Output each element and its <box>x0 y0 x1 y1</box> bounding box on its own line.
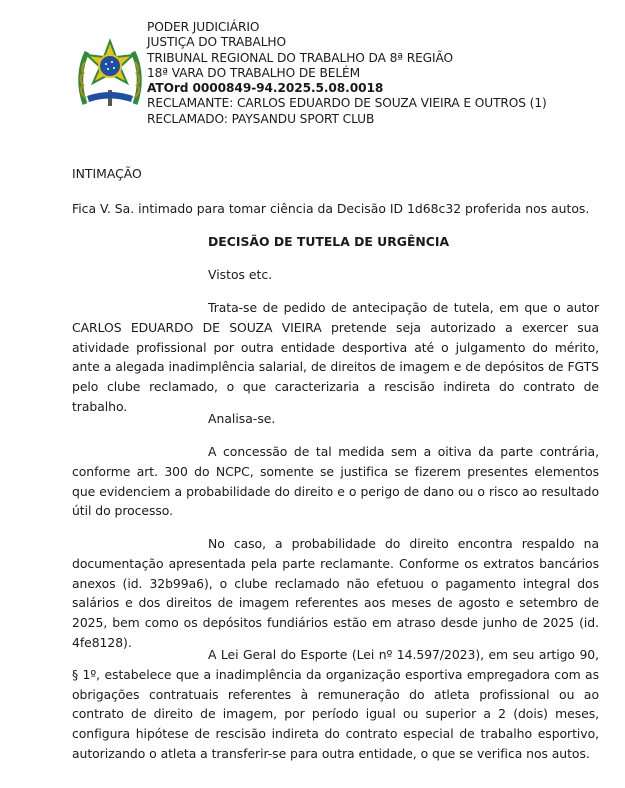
header-justice: JUSTIÇA DO TRABALHO <box>147 35 286 50</box>
decision-title: DECISÃO DE TUTELA DE URGÊNCIA <box>208 234 450 249</box>
paragraph-evidence: No caso, a probabilidade do direito encontra respaldo na documentação apresentada pela parte reclamante. Conforme os extratos bancários anexos (id. 32b99a6), o clube reclamado não efetuou o pagamento integral dos salários e dos direitos de imagem referentes aos meses de agosto e setembro de 2025, bem como os depósitos fundiários estão em atraso desde junho de 2025 (id. 4fe8128). <box>72 536 599 650</box>
case-number: ATOrd 0000849-94.2025.5.08.0018 <box>147 81 384 96</box>
coat-of-arms-icon <box>77 38 143 110</box>
defendant: RECLAMADO: PAYSANDU SPORT CLUB <box>147 111 375 126</box>
paragraph-legal-basis: A concessão de tal medida sem a oitiva da parte contrária, conforme art. 300 do NCPC, somente se justifica se fizerem presentes elementos que evidenciem a probabilidade do direito e o perigo de dano ou o risco ao resultado útil do processo. <box>72 444 599 519</box>
header-power: PODER JUDICIÁRIO <box>147 20 260 34</box>
paragraph-request: Trata-se de pedido de antecipação de tutela, em que o autor CARLOS EDUARDO DE SOUZA VIEIRA pretende seja autorizado a exercer sua atividade profissional por outra entidade desportiva até o julgamento do mérito, ante a alegada inadimplência salarial, de direitos de imagem e de depósitos de FGTS pelo clube reclamado, o que caracterizaria a rescisão indireta do contrato de trabalho. <box>72 300 599 414</box>
notice-intro: Fica V. Sa. intimado para tomar ciência da Decisão ID 1d68c32 proferida nos autos. <box>72 201 590 216</box>
header-division: 18ª VARA DO TRABALHO DE BELÉM <box>147 65 361 80</box>
header-court: TRIBUNAL REGIONAL DO TRABALHO DA 8ª REGIÃO <box>147 50 454 65</box>
paragraph-sports-law: A Lei Geral do Esporte (Lei nº 14.597/2023), em seu artigo 90, § 1º, estabelece que a inadimplência da organização esportiva empregadora com as obrigações contratuais referentes à remuneração do atleta profissional ou ao contrato de direito de imagem, por período igual ou superior a 2 (dois) meses, configura hipótese de rescisão indireta do contrato especial de trabalho esportivo, autorizando o atleta a transferir-se para outra entidade, o que se verifica nos autos. <box>72 647 599 761</box>
decision-opening: Vistos etc. <box>208 267 273 282</box>
analysis-heading: Analisa-se. <box>208 411 276 426</box>
claimant: RECLAMANTE: CARLOS EDUARDO DE SOUZA VIEIRA E OUTROS (1) <box>147 96 547 111</box>
notice-label: INTIMAÇÃO <box>72 166 142 181</box>
document-header <box>147 20 547 127</box>
